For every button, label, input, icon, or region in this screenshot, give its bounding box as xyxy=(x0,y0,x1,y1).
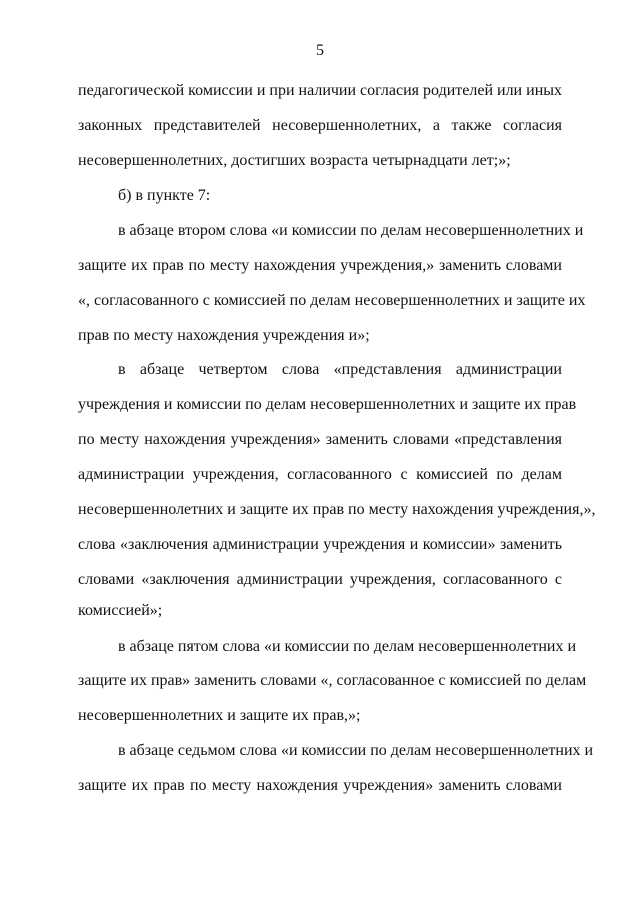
text-line: несовершеннолетних и защите их прав по месту нахождения учреждения,», xyxy=(78,501,596,518)
text-line: комиссией»; xyxy=(78,602,163,619)
text-line: «, согласованного с комиссией по делам несовершеннолетних и защите их xyxy=(78,292,586,309)
text-line: б) в пункте 7: xyxy=(118,187,211,204)
text-line: защите их прав» заменить словами «, согласованное с комиссией по делам xyxy=(78,672,587,689)
text-line: словами «заключения администрации учреждения, согласованного с xyxy=(78,571,562,588)
text-line: в абзаце седьмом слова «и комиссии по делам несовершеннолетних и xyxy=(118,742,594,759)
text-line: защите их прав по месту нахождения учреждения,» заменить словами xyxy=(78,257,562,274)
text-line: законных представителей несовершеннолетних, а также согласия xyxy=(78,117,562,134)
text-line: администрации учреждения, согласованного с комиссией по делам xyxy=(78,466,562,483)
text-line: учреждения и комиссии по делам несовершеннолетних и защите их прав xyxy=(78,396,577,413)
text-line: в абзаце втором слова «и комиссии по делам несовершеннолетних и xyxy=(118,222,584,239)
text-line: педагогической комиссии и при наличии согласия родителей или иных xyxy=(78,82,562,99)
text-line: слова «заключения администрации учреждения и комиссии» заменить xyxy=(78,536,562,553)
text-line: несовершеннолетних и защите их прав,»; xyxy=(78,707,361,724)
text-line: прав по месту нахождения учреждения и»; xyxy=(78,327,370,344)
text-line: несовершеннолетних, достигших возраста четырнадцати лет;»; xyxy=(78,152,511,169)
page-number: 5 xyxy=(316,42,324,59)
text-line: в абзаце четвертом слова «представления администрации xyxy=(118,361,562,378)
text-line: по месту нахождения учреждения» заменить словами «представления xyxy=(78,431,562,448)
text-line: в абзаце пятом слова «и комиссии по делам несовершеннолетних и xyxy=(118,638,577,655)
text-line: защите их прав по месту нахождения учреждения» заменить словами xyxy=(78,777,562,794)
